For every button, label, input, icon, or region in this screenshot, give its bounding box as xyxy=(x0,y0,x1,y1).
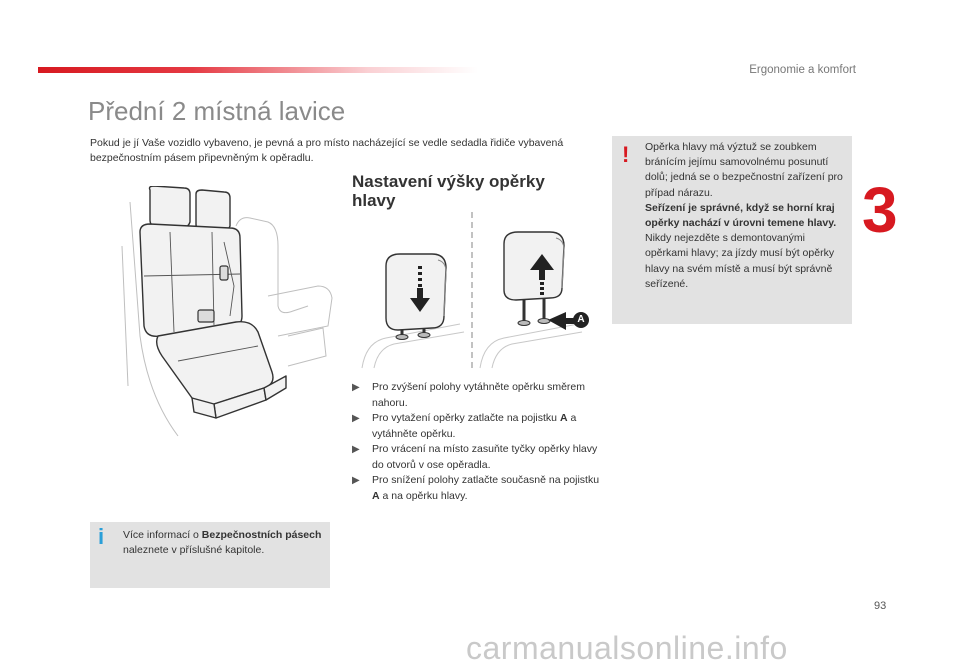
callout-label-a: A xyxy=(573,312,589,328)
list-item: ▶ Pro zvýšení polohy vytáhněte opěrku směrem nahoru. xyxy=(352,381,586,409)
chapter-number: 3 xyxy=(862,174,898,246)
warning-icon: ! xyxy=(622,142,630,167)
info-text: Více informací o Bezpečnostních pásech naleznete v příslušné kapitole. xyxy=(123,529,322,556)
headrest-adjustment-illustration xyxy=(360,210,588,372)
arrow-right-icon: ▶ xyxy=(352,444,360,455)
watermark: carmanualsonline.info xyxy=(466,630,788,666)
steps-list xyxy=(352,380,602,504)
chapter-header: Ergonomie a komfort xyxy=(749,64,856,76)
page-title: Přední 2 místná lavice xyxy=(88,96,346,126)
bench-seat-illustration xyxy=(118,186,340,440)
list-item: ▶ Pro vytažení opěrky zatlačte na pojistku A a vytáhněte opěrku. xyxy=(352,412,577,440)
arrow-right-icon: ▶ xyxy=(352,382,360,393)
info-icon: i xyxy=(98,524,105,549)
intro-paragraph: Pokud je jí Vaše vozidlo vybaveno, je pevná a pro místo nacházející se vedle sedadla řidiče vybavená bezpečnostním pásem připevněným k opěradlu. xyxy=(90,137,564,164)
header-accent-bar xyxy=(38,67,478,73)
list-item: ▶ Pro vrácení na místo zasuňte tyčky opěrky hlavy do otvorů v ose opěradla. xyxy=(352,443,598,471)
arrow-right-icon: ▶ xyxy=(352,475,360,486)
list-item: ▶ Pro snížení polohy zatlačte současně na pojistku A a na opěrku hlavy. xyxy=(352,474,600,502)
page-number: 93 xyxy=(874,600,887,612)
warning-text: Opěrka hlavy má výztuž se zoubkem bránícím jejímu samovolnému posunutí dolů; jedná se o bezpečnostní zařízení pro případ nárazu. Seřízení je správné, když se horní kraj opěrky nachází v úrovni temene hlavy. Nikdy nejezděte s demontovanými opěrkami hlavy; za jízdy musí být opěrky hlavy na svém místě a musí být správně seřízené. xyxy=(645,141,843,290)
section-title: Nastavení výšky opěrky hlavy xyxy=(352,172,545,210)
arrow-right-icon: ▶ xyxy=(352,413,360,424)
